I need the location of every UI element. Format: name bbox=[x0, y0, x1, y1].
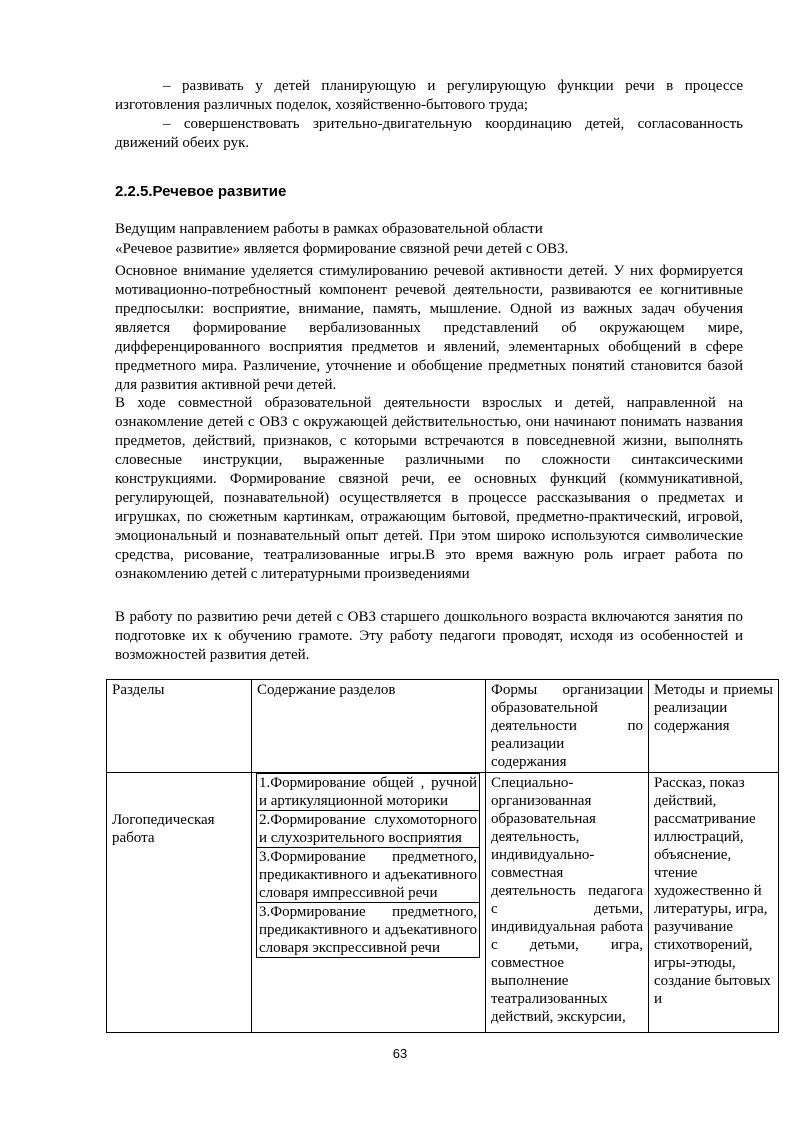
header-sections: Разделы bbox=[107, 680, 252, 773]
intro-line-2: «Речевое развитие» является формирование связной речи детей с ОВЗ. bbox=[115, 241, 569, 257]
cell-section: Логопедическая работа bbox=[107, 773, 252, 1033]
paragraph-main-3: В работу по развитию речи детей с ОВЗ старшего дошкольного возраста включаются занятия по подготовке их к обучению грамоте. Эту работу педагоги проводят, исходя из особенностей и возможностей развития детей. bbox=[115, 609, 743, 663]
paragraph-main-2: В ходе совместной образовательной деятельности взрослых и детей, направленной на ознакомление детей с ОВЗ с окружающей действительностью, они начинают понимать названия предметов, действий, признаков, с которыми встречаются в повседневной жизни, выполнять словесные инструкции, выраженные различными по сложности синтаксическими конструкциями. Формирование связной речи, ее основных функций (коммуникативной, регулирующей, познавательной) осуществляется в процессе рассказывания о предметах и игрушках, по сюжетным картинкам, отражающим бытовой, предметно-практический, игровой, эмоциональный и познавательный опыт детей. При этом широко используются символические средства, рисование, театрализованные игры.В это время важную роль играет работа по ознакомлению детей с литературными произведениями bbox=[115, 395, 743, 582]
content-item: 2.Формирование слухомоторного и слухозрительного восприятия bbox=[256, 811, 480, 848]
page-number: 63 bbox=[392, 1046, 408, 1061]
cell-methods: Рассказ, показ действий, рассматривание иллюстраций, объяснение, чтение художественно й литературы, игра, разучивание стихотворений, игры-этюды, создание бытовых и bbox=[649, 773, 779, 1033]
content-item: 3.Формирование предметного, предикактивного и адъекативного словаря импрессивной речи bbox=[256, 848, 480, 903]
header-contents: Содержание разделов bbox=[252, 680, 486, 773]
table-row bbox=[107, 773, 779, 1033]
intro-line-1: Ведущим направлением работы в рамках образовательной области bbox=[115, 221, 543, 237]
cell-forms: Специально-организованная образовательная деятельность, индивидуально-совместная деятельность педагога с детьми, индивидуальная работа с детьми, игра, совместное выполнение театрализованных действий, экскурсии, bbox=[486, 773, 649, 1033]
cell-contents bbox=[252, 773, 486, 1033]
list-item-planning: – развивать у детей планирующую и регулирующую функции речи в процессе изготовления различных поделок, хозяйственно-бытового труда; bbox=[115, 78, 743, 113]
section-heading: 2.2.5.Речевое развитие bbox=[115, 183, 287, 200]
list-item-coordination: – совершенствовать зрительно-двигательную координацию детей, согласованность движений обеих рук. bbox=[115, 116, 743, 151]
paragraph-main-1: Основное внимание уделяется стимулированию речевой активности детей. У них формируется мотивационно-потребностный компонент речевой деятельности, развиваются ее когнитивные предпосылки: восприятие, внимание, память, мышление. Одной из важных задач обучения является формирование вербализованных представлений об окружающем мире, дифференцированного восприятия предметов и явлений, элементарных обобщений в сфере предметного мира. Различение, уточнение и обобщение предметных понятий становится базой для развития активной речи детей. bbox=[115, 263, 743, 393]
table-header-row bbox=[107, 680, 779, 773]
content-item: 3.Формирование предметного, предикактивного и адъекативного словаря экспрессивной речи bbox=[256, 903, 480, 958]
content-table bbox=[106, 679, 779, 1033]
content-item: 1.Формирование общей , ручной и артикуляционной моторики bbox=[256, 773, 480, 811]
header-methods: Методы и приемы реализации содержания bbox=[649, 680, 779, 773]
header-forms: Формы организации образовательной деятельности по реализации содержания bbox=[486, 680, 649, 773]
